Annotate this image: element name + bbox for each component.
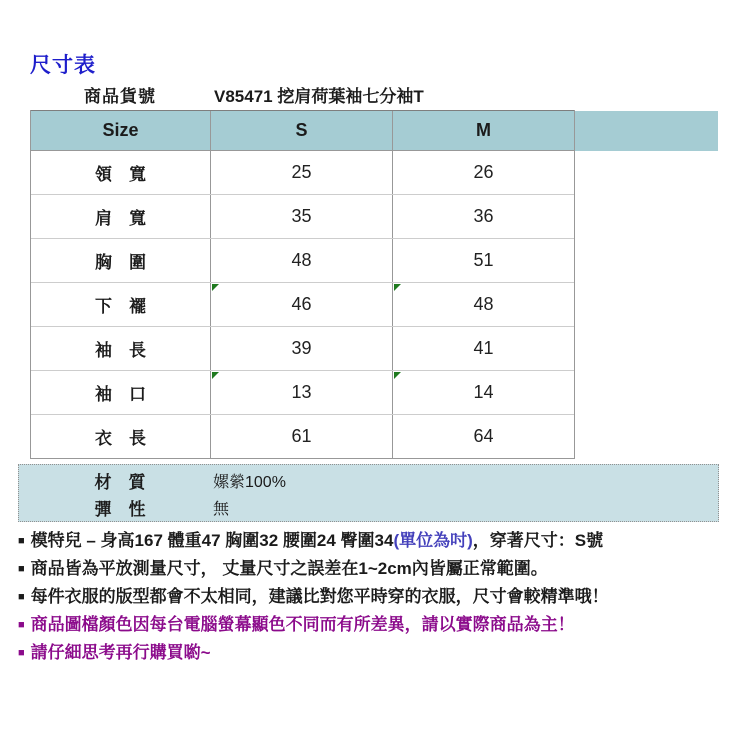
- page-title: 尺寸表: [30, 54, 96, 77]
- comment-flag-icon: [394, 372, 401, 379]
- spec-row-material: [19, 467, 718, 494]
- elasticity-value: 無: [213, 501, 230, 518]
- note-text: 請仔細思考再行購買喲~: [30, 643, 211, 662]
- product-number-row: [30, 81, 630, 107]
- notes-section: [18, 528, 730, 668]
- note-flat-measurement: [18, 556, 730, 584]
- table-row-garment-length: [31, 415, 574, 459]
- material-label: 材 質: [94, 473, 146, 492]
- square-bullet-icon: ■: [18, 647, 25, 659]
- size-table: [30, 110, 575, 459]
- note-model-measurements: [18, 528, 730, 556]
- column-header-s: S: [211, 111, 393, 150]
- table-row-chest: [31, 239, 574, 283]
- product-number-label: 商品貨號: [84, 86, 156, 106]
- cell-value-s: 61: [211, 415, 393, 458]
- note-text: 模特兒 – 身高167 體重47 胸圍32 腰圍24 臀圍34: [30, 531, 394, 550]
- square-bullet-icon: ■: [18, 591, 25, 603]
- header-row-extension: [575, 111, 718, 151]
- cell-value-s: 46: [211, 283, 393, 326]
- cell-value-s: 48: [211, 239, 393, 282]
- cell-value-m: 48: [393, 283, 574, 326]
- row-label: 衣 長: [31, 415, 211, 458]
- cell-value-m: 26: [473, 162, 494, 182]
- comment-flag-icon: [212, 372, 219, 379]
- note-color-difference: [18, 612, 730, 640]
- cell-value-m: 14: [393, 371, 574, 414]
- row-label: 下 襬: [31, 283, 211, 326]
- size-table-header: [31, 110, 574, 151]
- comment-flag-icon: [212, 284, 219, 291]
- note-unit-highlight: (單位為吋): [393, 531, 473, 550]
- note-fit-advice: [18, 584, 730, 612]
- square-bullet-icon: ■: [18, 535, 25, 547]
- table-row-sleeve-length: [31, 327, 574, 371]
- cell-value-s: 25: [211, 151, 393, 194]
- product-number-value: V85471 挖肩荷葉袖七分袖T: [214, 86, 424, 106]
- spec-row-elasticity: [19, 494, 718, 521]
- cell-value-s: 13: [211, 371, 393, 414]
- column-header-m: M: [476, 120, 491, 140]
- cell-value-s: 39: [211, 327, 393, 370]
- table-row-cuff: [31, 371, 574, 415]
- cell-value-m: 64: [473, 426, 494, 446]
- elasticity-label: 彈 性: [94, 500, 146, 519]
- table-row-collar-width: [31, 151, 574, 195]
- square-bullet-icon: ■: [18, 619, 25, 631]
- row-label: 胸 圍: [31, 239, 211, 282]
- material-value: 嫘縈100%: [213, 474, 286, 491]
- row-label: 肩 寬: [31, 195, 211, 238]
- row-label: 袖 長: [31, 327, 211, 370]
- table-row-shoulder-width: [31, 195, 574, 239]
- square-bullet-icon: ■: [18, 563, 25, 575]
- note-text: ，穿著尺寸：S號: [472, 531, 604, 550]
- row-label: 領 寬: [31, 151, 211, 194]
- cell-value-s: 35: [211, 195, 393, 238]
- column-header-size: Size: [31, 111, 211, 150]
- note-consider-before-buying: [18, 640, 730, 668]
- cell-value-m: 41: [473, 338, 494, 358]
- specs-section: [18, 464, 719, 522]
- table-row-hem: [31, 283, 574, 327]
- note-text: 商品圖檔顏色因每台電腦螢幕顯色不同而有所差異，請以實際商品為主！: [30, 615, 575, 634]
- cell-value-m: 51: [473, 250, 494, 270]
- comment-flag-icon: [394, 284, 401, 291]
- cell-value-m: 36: [473, 206, 494, 226]
- note-text: 每件衣服的版型都會不太相同，建議比對您平時穿的衣服，尺寸會較精準哦！: [30, 587, 609, 606]
- row-label: 袖 口: [31, 371, 211, 414]
- note-text: 商品皆為平放測量尺寸， 丈量尺寸之誤差在1~2cm內皆屬正常範圍。: [30, 559, 548, 578]
